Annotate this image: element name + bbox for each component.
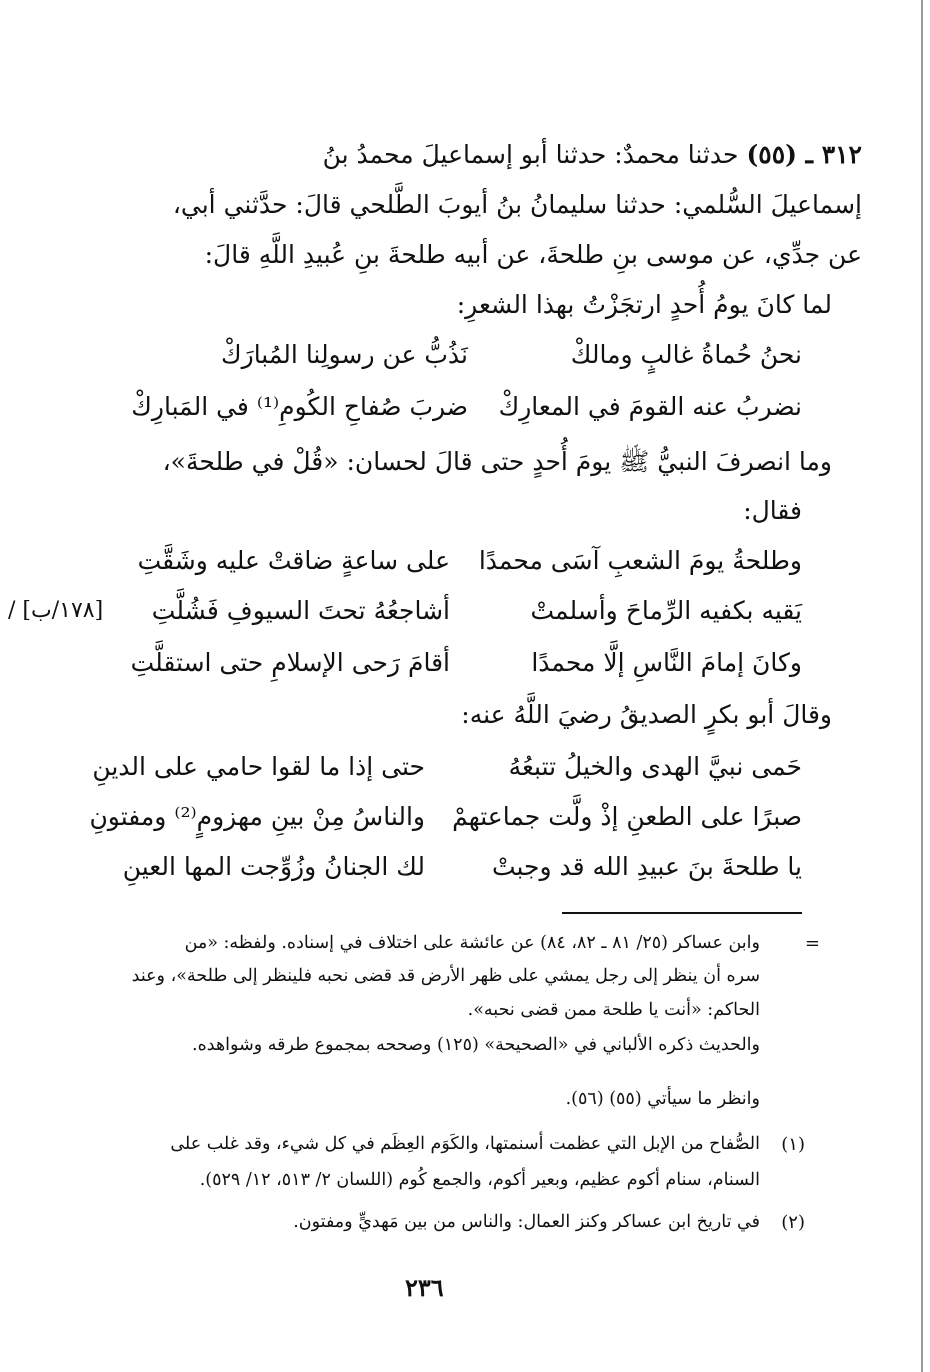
isnad-text-1: حدثنا محمدٌ: حدثنا أبو إسماعيلَ محمدُ بنُ bbox=[322, 140, 739, 169]
isnad-line-2: إسماعيلَ السُّلمي: حدثنا سليمانُ بنُ أيوبَ الطَّلحي قالَ: حدَّثني أبي، bbox=[172, 190, 862, 219]
footnote-2-line-1: في تاريخ ابن عساكر وكنز العمال: والناس من بين مَهديٍّ ومفتون. bbox=[293, 1212, 760, 1232]
verse-5-second-hemistich: أقامَ رَحى الإسلامِ حتى استقلَّتِ bbox=[130, 648, 450, 677]
narration-line-6: فقال: bbox=[743, 496, 802, 525]
verse-3-first-hemistich: وطلحةُ يومَ الشعبِ آسَى محمدًا bbox=[478, 546, 802, 575]
footnote-cont-line-4: والحديث ذكره الألباني في «الصحيحة» (١٢٥) وصححه بمجموع طرقه وشواهده. bbox=[192, 1035, 760, 1055]
verse-2-first-hemistich: نضربُ عنه القومَ في المعارِكْ bbox=[498, 392, 802, 421]
footnote-cont-line-3: الحاكم: «أنت يا طلحة ممن قضى نحبه». bbox=[467, 1000, 760, 1020]
footnote-2-number: (٢) bbox=[781, 1212, 805, 1233]
narration-line-4: لما كانَ يومُ أُحدٍ ارتجَزْتُ بهذا الشعرِ: bbox=[456, 290, 832, 319]
footnote-1-line-1: الصُّفاح من الإبل التي عظمت أسنمتها، والكَوَم العِظَم في كل شيء، وقد غلب على bbox=[170, 1134, 760, 1154]
footnote-separator bbox=[562, 912, 802, 914]
verse-4-second-hemistich: أشاجعُهُ تحتَ السيوفِ فَشُلَّتِ bbox=[151, 596, 450, 625]
verse-8-first-hemistich: يا طلحةَ بنَ عبيدِ الله قد وجبتْ bbox=[491, 852, 802, 881]
verse-6-second-hemistich: حتى إذا ما لقوا حامي على الدينِ bbox=[92, 752, 425, 781]
verse-8-second-hemistich: لك الجنانُ وزُوِّجت المها العينِ bbox=[122, 852, 425, 881]
footnote-cont-line-2: سره أن ينظر إلى رجل يمشي على ظهر الأرض قد قضى نحبه فلينظر إلى طلحة»، وعند bbox=[131, 966, 760, 986]
scan-edge bbox=[921, 0, 923, 1372]
footnote-cont-line-5: وانظر ما سيأتي (٥٥) (٥٦). bbox=[565, 1089, 760, 1109]
isnad-line-3: عن جدِّي، عن موسى بنِ طلحةَ، عن أبيه طلحةَ بنِ عُبيدِ اللَّهِ قالَ: bbox=[204, 240, 862, 269]
narration-line-5: وما انصرفَ النبيُّ ﷺ يومَ أُحدٍ حتى قالَ لحسان: «قُلْ في طلحةَ»، bbox=[162, 447, 832, 476]
verse-1-first-hemistich: نحنُ حُماةُ غالبٍ ومالكْ bbox=[570, 340, 802, 369]
verse-7-second-hemistich: والناسُ مِنْ بينِ مهزومٍ⁽²⁾ ومفتونِ bbox=[89, 802, 425, 831]
verse-7-first-hemistich: صبرًا على الطعنِ إذْ ولَّت جماعتهمْ bbox=[452, 802, 802, 831]
verse-6-first-hemistich: حَمى نبيَّ الهدى والخيلُ تتبعُهُ bbox=[508, 752, 802, 781]
hadith-line-1 bbox=[323, 140, 862, 169]
page-number: ٢٣٦ bbox=[405, 1273, 444, 1302]
footnote-cont-line-1: وابن عساكر (٢٥/ ٨١ ـ ٨٢، ٨٤) عن عائشة على اختلاف في إسناده. ولفظه: «من bbox=[184, 933, 760, 953]
footnote-1-line-2: السنام، سنام أكوم عظيم، وبعير أكوم، والجمع كُوم (اللسان ٢/ ٥١٣، ١٢/ ٥٢٩). bbox=[199, 1170, 760, 1190]
continuation-mark: = bbox=[804, 933, 820, 954]
narration-line-7: وقالَ أبو بكرٍ الصديقُ رضيَ اللَّهُ عنه: bbox=[461, 700, 832, 729]
verse-2-second-hemistich: ضربَ صُفاحِ الكُومِ⁽¹⁾ في المَبارِكْ bbox=[131, 392, 468, 421]
folio-marker: [١٧٨/ب] / bbox=[8, 598, 104, 623]
verse-4-first-hemistich: يَقيه بكفيه الرِّماحَ وأسلمتْ bbox=[530, 596, 802, 625]
verse-5-first-hemistich: وكانَ إمامَ النَّاسِ إلَّا محمدًا bbox=[531, 648, 802, 677]
verse-1-second-hemistich: نَذُبُّ عن رسولِنا المُبارَكْ bbox=[221, 340, 468, 369]
footnote-1-number: (١) bbox=[781, 1134, 805, 1155]
hadith-number: ٣١٢ ـ (٥٥) bbox=[746, 140, 862, 169]
verse-3-second-hemistich: على ساعةٍ ضاقتْ عليه وشَقَّتِ bbox=[137, 546, 450, 575]
